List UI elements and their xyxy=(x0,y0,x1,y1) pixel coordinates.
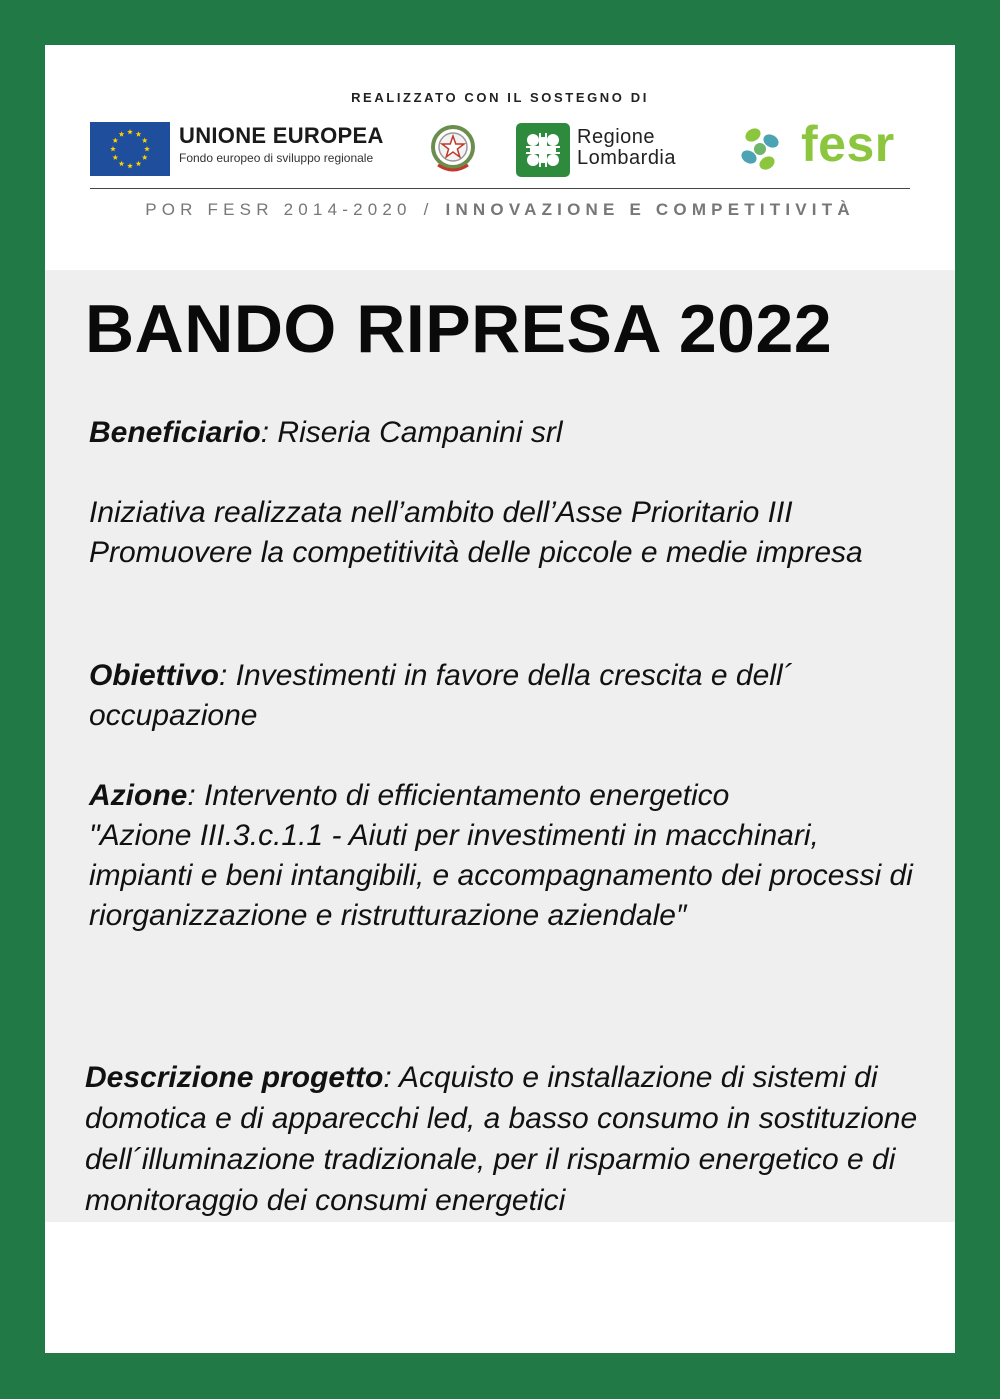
eu-subtitle: Fondo europeo di sviluppo regionale xyxy=(179,151,374,165)
support-text: REALIZZATO CON IL SOSTEGNO DI xyxy=(351,90,649,105)
lombardia-line2: Lombardia xyxy=(577,147,677,169)
azione-label: Azione xyxy=(89,779,188,812)
obiettivo-value: : Investimenti in favore della crescita e dell´ occupazione xyxy=(89,659,793,732)
lombardia-line1: Regione xyxy=(577,126,656,148)
program-line xyxy=(45,200,955,220)
descrizione-value: : Acquisto e installazione di sistemi di domotica e di apparecchi led, a basso consumo in sostituzione dell´illuminazione tradizionale, per il risparmio energetico e di monitoraggio dei consumi energetici xyxy=(85,1061,918,1217)
italian-emblem-icon xyxy=(428,121,478,177)
eu-title: UNIONE EUROPEA xyxy=(179,123,384,148)
beneficiario-line xyxy=(89,413,919,453)
obiettivo-label: Obiettivo xyxy=(89,659,220,692)
iniziativa-text: Iniziativa realizzata nell’ambito dell’Asse Prioritario III Promuovere la competitività delle piccole e medie impresa xyxy=(89,496,863,569)
program-separator: / xyxy=(423,200,434,219)
fesr-logo-icon xyxy=(733,121,789,177)
azione-detail: "Azione III.3.c.1.1 - Aiuti per investimenti in macchinari, impianti e beni intangibili, e accompagnamento dei processi di riorganizzazione e ristrutturazione aziendale″ xyxy=(89,819,913,932)
eu-flag-icon xyxy=(90,122,170,176)
lombardia-logo-text xyxy=(577,127,676,169)
page-title: BANDO RIPRESA 2022 xyxy=(85,291,833,367)
header-divider xyxy=(90,188,910,189)
notice-panel xyxy=(45,270,955,1222)
lombardia-cross-icon xyxy=(516,123,570,177)
azione-block xyxy=(89,776,919,936)
azione-value: : Intervento di efficientamento energetico xyxy=(187,779,730,812)
descrizione-line xyxy=(85,1057,920,1221)
poster-sheet xyxy=(45,45,955,1353)
fesr-wordmark: fesr xyxy=(801,116,895,172)
beneficiario-label: Beneficiario xyxy=(89,416,261,449)
descrizione-label: Descrizione progetto xyxy=(85,1061,384,1094)
obiettivo-line xyxy=(89,656,919,736)
program-name: POR FESR 2014-2020 xyxy=(145,200,412,219)
funding-header xyxy=(45,45,955,270)
beneficiario-value: : Riseria Campanini srl xyxy=(260,416,563,449)
program-axis: INNOVAZIONE E COMPETITIVITÀ xyxy=(445,200,855,219)
